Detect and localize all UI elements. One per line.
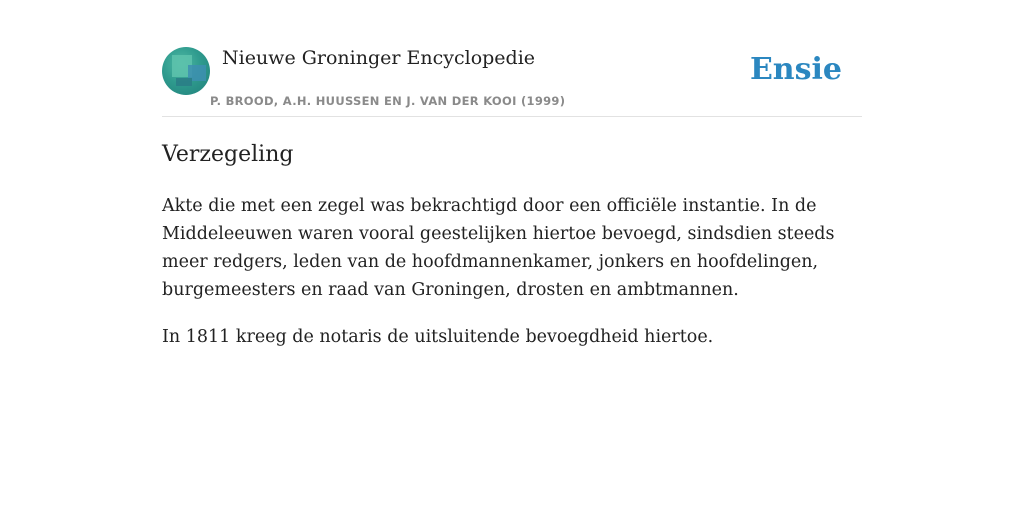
source-header: [162, 46, 862, 117]
source-title[interactable]: Nieuwe Groninger Encyclopedie: [222, 47, 536, 69]
ensie-logo[interactable]: Ensie: [749, 52, 842, 87]
entry-body: [162, 192, 852, 370]
entry-paragraph: In 1811 kreeg de notaris de uitsluitende bevoegdheid hiertoe.: [162, 327, 714, 347]
entry-title: Verzegeling: [162, 142, 294, 167]
cover-shape: [176, 78, 192, 86]
encyclopedia-cover-thumbnail[interactable]: [162, 47, 210, 95]
entry-paragraph: Akte die met een zegel was bekrachtigd door een officiële instantie. In de Middeleeuwen waren vooral geestelijken hiertoe bevoegd, sindsdien steeds meer redgers, leden van de hoofdmannenkamer, jonkers en hoofdelingen, burgemeesters en raad van Groningen, drosten en ambtmannen.: [162, 196, 835, 300]
source-authors: P. BROOD, A.H. HUUSSEN EN J. VAN DER KOOI (1999): [210, 94, 566, 108]
